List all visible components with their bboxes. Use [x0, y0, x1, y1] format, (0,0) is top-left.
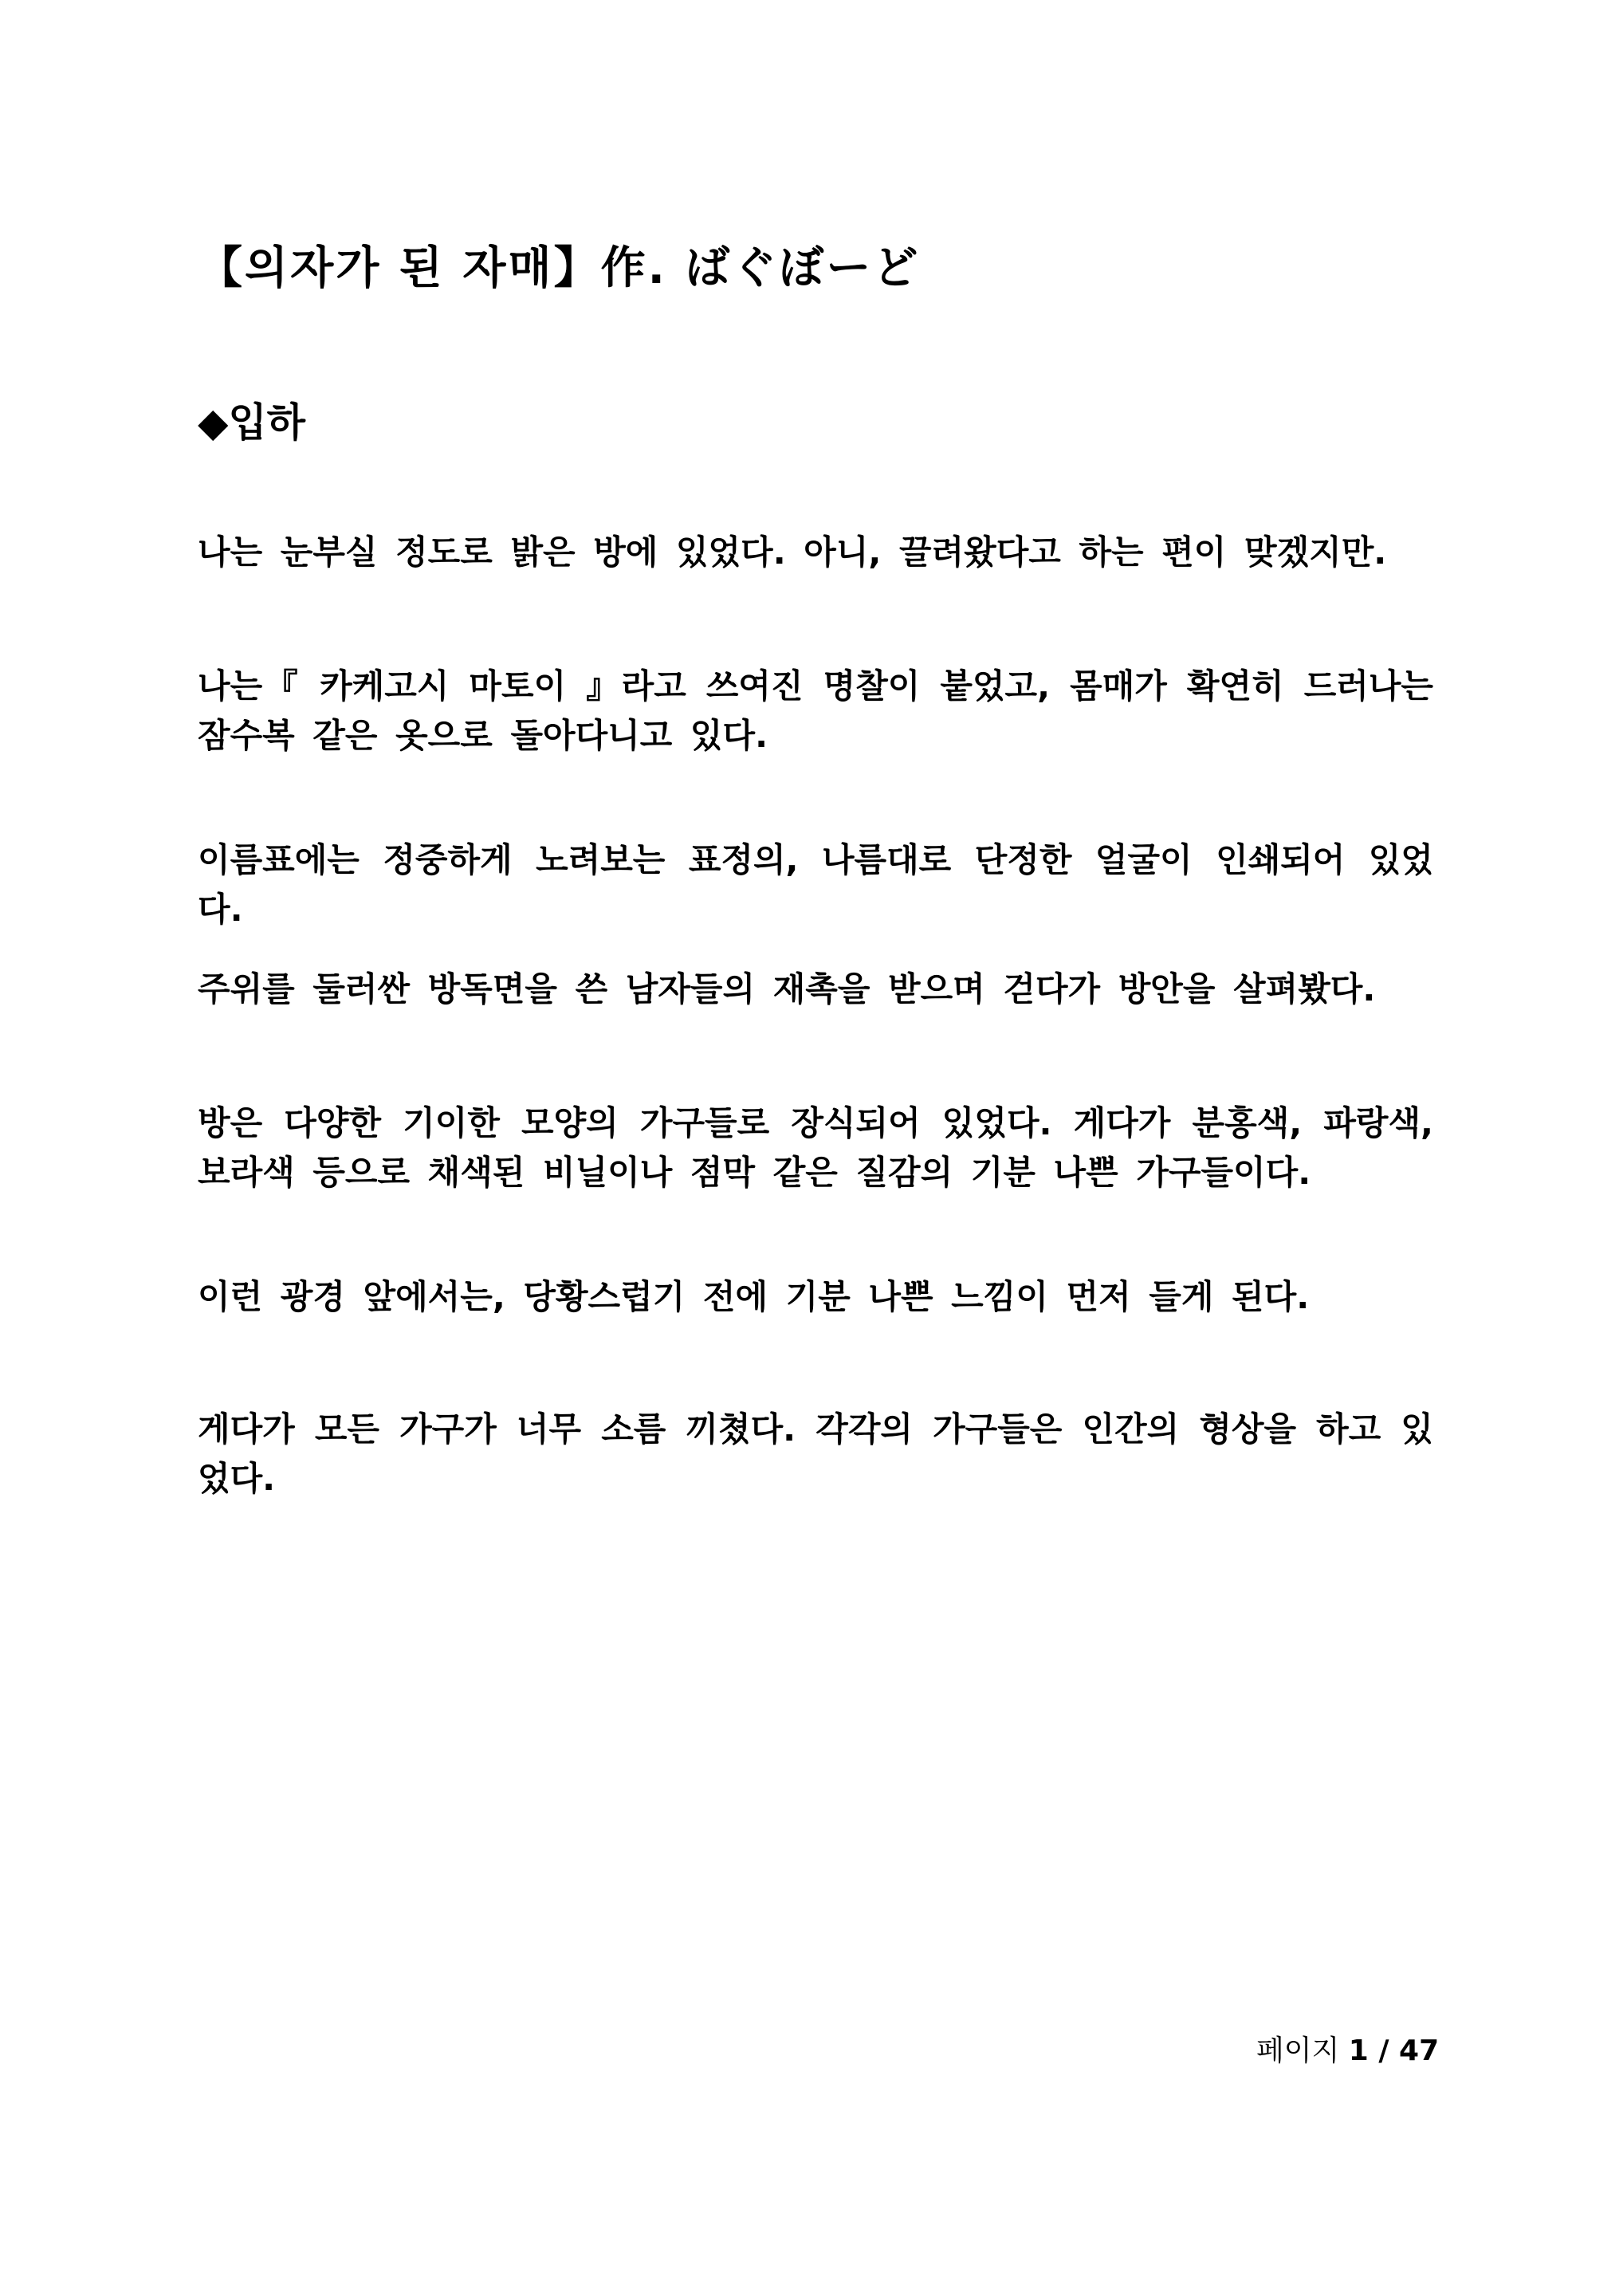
- page-number: 1 / 47: [1348, 2035, 1440, 2067]
- paragraph: 이름표에는 정중하게 노려보는 표정의, 나름대로 단정한 얼굴이 인쇄되어 있었다.: [198, 840, 1433, 929]
- section-heading: ◆입하: [198, 399, 306, 446]
- paragraph: 주위를 둘러싼 방독면을 쓴 남자들의 재촉을 받으며 걷다가 방안을 살펴봤다.: [198, 969, 1376, 1008]
- paragraph: 나는『 카케고시 마토이 』라고 쓰여진 명찰이 붙었고, 몸매가 확연히 드러나는 잠수복 같은 옷으로 돌아다니고 있다.: [198, 666, 1433, 755]
- paragraph: 나는 눈부실 정도로 밝은 방에 있었다. 아니, 끌려왔다고 하는 편이 맞겠지만.: [198, 533, 1387, 572]
- paragraph: 이런 광경 앞에서는, 당황스럽기 전에 기분 나쁜 느낌이 먼저 들게 된다.: [198, 1277, 1310, 1316]
- document-title: 【의자가 된 자매】作. ばぐぼーど: [198, 242, 921, 294]
- page-label: 페이지: [1256, 2035, 1340, 2067]
- page-footer: [1256, 2028, 1439, 2069]
- paragraph: 방은 다양한 기이한 모양의 가구들로 장식되어 있었다. 게다가 분홍색, 파랑색, 보라색 등으로 채색된 비닐이나 점막 같은 질감의 기분 나쁜 가구들이다.: [198, 1103, 1433, 1192]
- paragraph: 게다가 모든 가구가 너무 소름 끼쳤다. 각각의 가구들은 인간의 형상을 하고 있었다.: [198, 1409, 1433, 1498]
